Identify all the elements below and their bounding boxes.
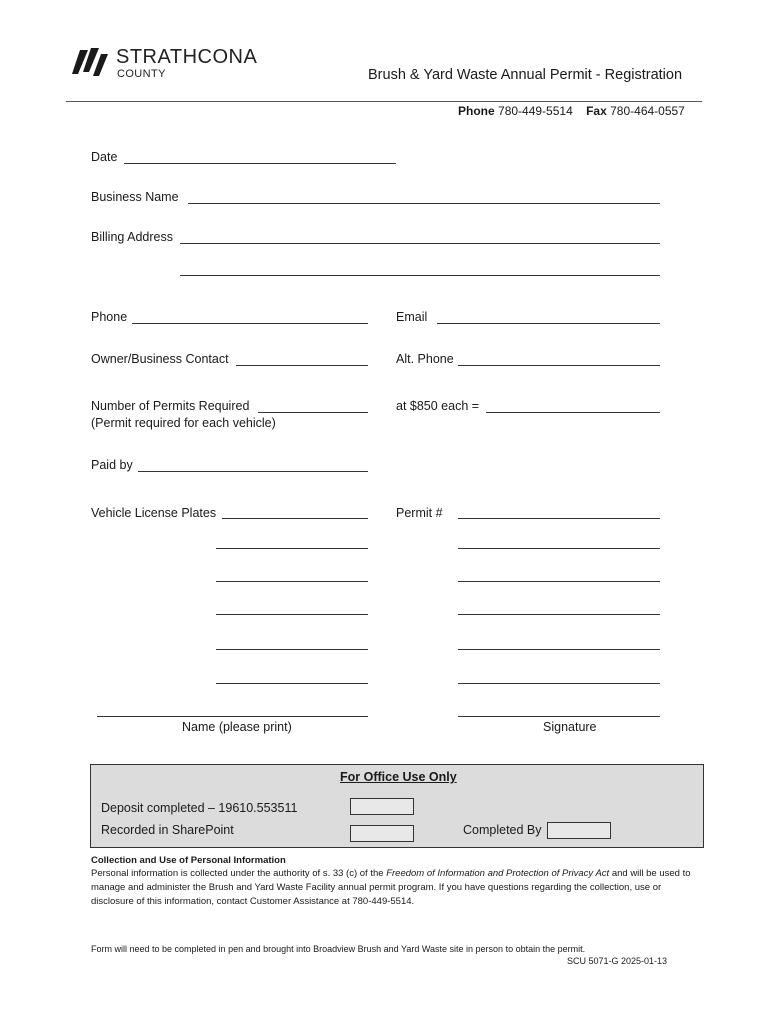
num-permits-label: Number of Permits Required bbox=[91, 399, 250, 413]
vehicle-plate-field[interactable] bbox=[216, 614, 368, 615]
logo-wordmark-strathcona: STRATHCONA bbox=[116, 46, 258, 68]
page-title: Brush & Yard Waste Annual Permit - Registration bbox=[368, 67, 683, 83]
phone-value: 780-449-5514 bbox=[498, 104, 573, 118]
deposit-label: Deposit completed – 19610.553511 bbox=[101, 801, 298, 815]
email-label: Email bbox=[396, 310, 428, 324]
privacy-act-name: Freedom of Information and Protection of Privacy Act bbox=[386, 868, 610, 879]
recorded-checkbox[interactable] bbox=[350, 825, 414, 842]
num-permits-note: (Permit required for each vehicle) bbox=[91, 416, 276, 430]
privacy-text bbox=[91, 867, 691, 909]
alt-phone-label: Alt. Phone bbox=[396, 352, 454, 366]
business-name-label: Business Name bbox=[91, 190, 179, 204]
owner-contact-field[interactable] bbox=[236, 365, 368, 366]
phone-field[interactable] bbox=[132, 323, 368, 324]
permit-number-field[interactable] bbox=[458, 683, 660, 684]
billing-address-field-line1[interactable] bbox=[180, 243, 660, 244]
permit-number-field[interactable] bbox=[458, 649, 660, 650]
alt-phone-field[interactable] bbox=[458, 365, 660, 366]
owner-contact-label: Owner/Business Contact bbox=[91, 352, 229, 366]
paid-by-label: Paid by bbox=[91, 458, 133, 472]
completed-by-field[interactable] bbox=[547, 822, 611, 839]
vehicle-plate-field[interactable] bbox=[222, 518, 368, 519]
date-label: Date bbox=[91, 150, 118, 164]
permit-number-field[interactable] bbox=[458, 548, 660, 549]
deposit-checkbox[interactable] bbox=[350, 798, 414, 815]
fax-value: 780-464-0557 bbox=[610, 104, 685, 118]
num-permits-field[interactable] bbox=[258, 412, 368, 413]
total-amount-field[interactable] bbox=[486, 412, 660, 413]
contact-info bbox=[458, 104, 685, 118]
header-divider bbox=[66, 101, 702, 102]
business-name-field[interactable] bbox=[188, 203, 660, 204]
paid-by-field[interactable] bbox=[138, 471, 368, 472]
signature-field[interactable] bbox=[458, 716, 660, 717]
privacy-text-part1: Personal information is collected under the authority of s. 33 (c) of the bbox=[91, 868, 387, 879]
permit-number-field[interactable] bbox=[458, 581, 660, 582]
permit-number-field[interactable] bbox=[458, 614, 660, 615]
email-field[interactable] bbox=[437, 323, 660, 324]
permit-number-label: Permit # bbox=[396, 506, 443, 520]
privacy-text-part2: and will be used to manage and administer the Brush and Yard Waste Facility annual permit program. If you have questions regarding the collection, use or disclosure of this information, contact Customer Assistance at 780-449-5514. bbox=[91, 868, 691, 907]
phone-label: Phone bbox=[458, 104, 495, 118]
logo-wordmark-county: COUNTY bbox=[117, 68, 166, 80]
phone-field-label: Phone bbox=[91, 310, 128, 324]
fax-label: Fax bbox=[586, 104, 607, 118]
form-number: SCU 5071-G 2025-01-13 bbox=[567, 956, 668, 966]
signature-label: Signature bbox=[543, 720, 597, 734]
billing-address-field-line2[interactable] bbox=[180, 275, 660, 276]
vehicle-plate-field[interactable] bbox=[216, 581, 368, 582]
vehicle-plate-field[interactable] bbox=[216, 548, 368, 549]
vehicle-plate-field[interactable] bbox=[216, 649, 368, 650]
recorded-label: Recorded in SharePoint bbox=[101, 823, 234, 837]
name-print-label: Name (please print) bbox=[182, 720, 292, 734]
completed-by-label: Completed By bbox=[463, 823, 542, 837]
permit-number-field[interactable] bbox=[458, 518, 660, 519]
vehicle-plate-field[interactable] bbox=[216, 683, 368, 684]
vehicle-plates-label: Vehicle License Plates bbox=[91, 506, 217, 520]
date-field[interactable] bbox=[124, 163, 396, 164]
strathcona-logo-icon bbox=[72, 46, 108, 78]
billing-address-label: Billing Address bbox=[91, 230, 173, 244]
price-each-label: at $850 each = bbox=[396, 399, 480, 413]
office-use-title: For Office Use Only bbox=[340, 770, 457, 784]
name-print-field[interactable] bbox=[97, 716, 368, 717]
privacy-heading: Collection and Use of Personal Information bbox=[91, 855, 286, 866]
footer-note: Form will need to be completed in pen and brought into Broadview Brush and Yard Waste site in person to obtain the permit. bbox=[91, 944, 586, 954]
